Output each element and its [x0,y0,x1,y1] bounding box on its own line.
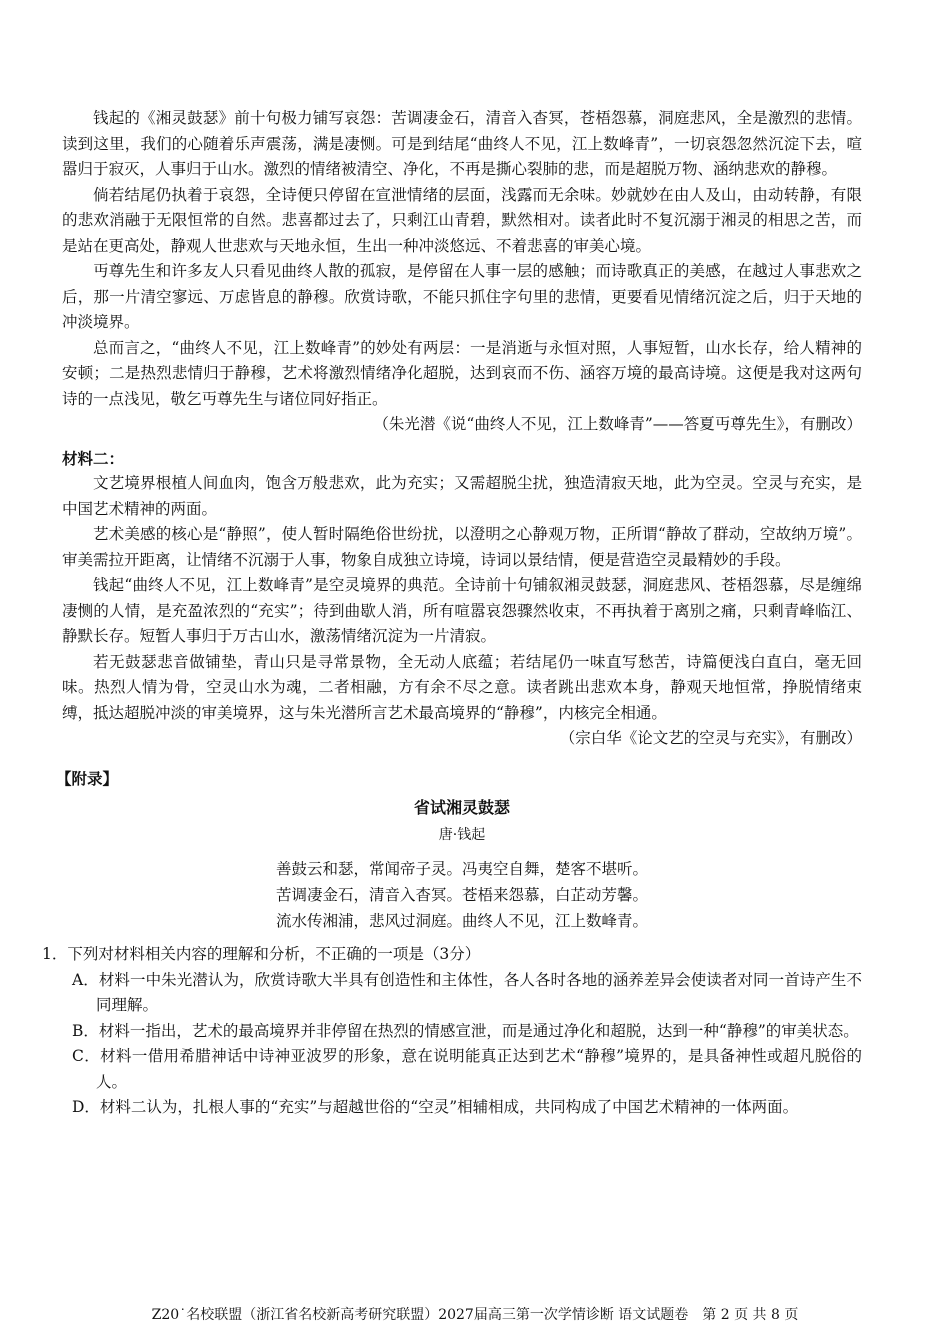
material1-source: （朱光潜《说“曲终人不见，江上数峰青”——答夏丏尊先生》，有删改） [373,415,862,433]
poem-title: 省试湘灵鼓瑟 [413,798,510,817]
option-a: A．材料一中朱光潜认为，欣赏诗歌大半具有创造性和主体性，各人各时各地的涵养差异会使读者对同一首诗产生不同理解。 [72,970,862,1014]
poem-line: 善鼓云和瑟，常闻帝子灵。冯夷空自舞，楚客不堪听。 [275,860,648,878]
poem-line: 苦调凄金石，清音入杳冥。苍梧来怨慕，白芷动芳馨。 [275,886,648,904]
poem-line: 流水传湘浦，悲风过洞庭。曲终人不见，江上数峰青。 [275,912,648,930]
material1-paragraph: 钱起的《湘灵鼓瑟》前十句极力铺写哀怨：苦调凄金石，清音入杳冥，苍梧怨慕，洞庭悲风，全是激烈的悲情。读到这里，我们的心随着乐声震荡，满是凄恻。可是到结尾“曲终人不见，江上数峰青”，一切哀怨忽然沉淀下去，喧嚣归于寂灭，人事归于山水。激烈的情绪被清空、净化，不再是撕心裂肺的悲，而是超脱万物、涵纳悲欢的静穆。 [62,109,862,178]
option-c: C．材料一借用希腊神话中诗神亚波罗的形象，意在说明能真正达到艺术“静穆”境界的，是具备神性或超凡脱俗的人。 [72,1047,862,1091]
material2-paragraph: 艺术美感的核心是“静照”，使人暂时隔绝俗世纷扰，以澄明之心静观万物，正所谓“静故了群动，空故纳万境”。审美需拉开距离，让情绪不沉溺于人事，物象自成独立诗境，诗词以景结情，便是营造空灵最精妙的手段。 [62,525,862,569]
poem-body [62,856,862,934]
option-d: D．材料二认为，扎根人事的“充实”与超越世俗的“空灵”相辅相成，共同构成了中国艺术精神的一体两面。 [72,1098,799,1116]
poem-author: 唐·钱起 [438,826,486,843]
material1-paragraph: 总而言之，“曲终人不见，江上数峰青”的妙处有两层：一是消逝与永恒对照，人事短暂，山水长存，给人精神的安顿；二是热烈悲情归于静穆，艺术将激烈情绪净化超脱，达到哀而不伤、涵容万境的最高诗境。这便是我对这两句诗的一点浅见，敬乞丏尊先生与诸位同好指正。 [62,338,862,408]
material2-paragraph: 文艺境界根植人间血肉，饱含万般悲欢，此为充实；又需超脱尘扰，独造清寂天地，此为空灵。空灵与充实，是中国艺术精神的两面。 [62,474,862,518]
material1-paragraph: 丏尊先生和许多友人只看见曲终人散的孤寂，是停留在人事一层的感触；而诗歌真正的美感，在越过人事悲欢之后，那一片清空寥远、万虑皆息的静穆。欣赏诗歌，不能只抓住字句里的悲情，更要看见情绪沉淀之后，归于天地的冲淡境界。 [62,262,862,331]
question-stem: 1．下列对材料相关内容的理解和分析，不正确的一项是（3分） [42,945,481,963]
material1-paragraph: 倘若结尾仍执着于哀怨，全诗便只停留在宣泄情绪的层面，浅露而无余味。妙就妙在由人及山，由动转静，有限的悲欢消融于无限恒常的自然。悲喜都过去了，只剩江山青碧，默然相对。读者此时不复沉溺于湘灵的相思之苦，而是站在更高处，静观人世悲欢与天地永恒，生出一种冲淡悠远、不着悲喜的审美心境。 [62,185,862,255]
material2-source: （宗白华《论文艺的空灵与充实》，有删改） [559,729,862,747]
option-b: B．材料一指出，艺术的最高境界并非停留在热烈的情感宣泄，而是通过净化和超脱，达到一种“静穆”的审美状态。 [72,1021,859,1040]
material2-paragraph: 钱起“曲终人不见，江上数峰青”是空灵境界的典范。全诗前十句铺叙湘灵鼓瑟，洞庭悲风、苍梧怨慕，尽是缠绵凄恻的人情，是充盈浓烈的“充实”；待到曲歇人消，所有喧嚣哀怨骤然收束，不再执着于离别之痛，只剩青峰临江、静默长存。短暂人事归于万古山水，激荡情绪沉淀为一片清寂。 [62,576,862,645]
material2-paragraph: 若无鼓瑟悲音做铺垫，青山只是寻常景物，全无动人底蕴；若结尾仍一味直写愁苦，诗篇便浅白直白，毫无回味。热烈人情为骨，空灵山水为魂，二者相融，方有余不尽之意。读者跳出悲欢本身，静观天地恒常，挣脱情绪束缚，抵达超脱冲淡的审美境界，这与朱光潜所言艺术最高境界的“静穆”，内核完全相通。 [62,652,862,722]
appendix-label: 【附录】 [56,768,119,788]
page-footer: Z20˙名校联盟（浙江省名校新高考研究联盟）2027届高三第一次学情诊断 语文试题卷 第 2 页 共 8 页 [151,1307,799,1323]
document-body [42,106,862,1121]
material2-heading: 材料二： [62,448,125,468]
